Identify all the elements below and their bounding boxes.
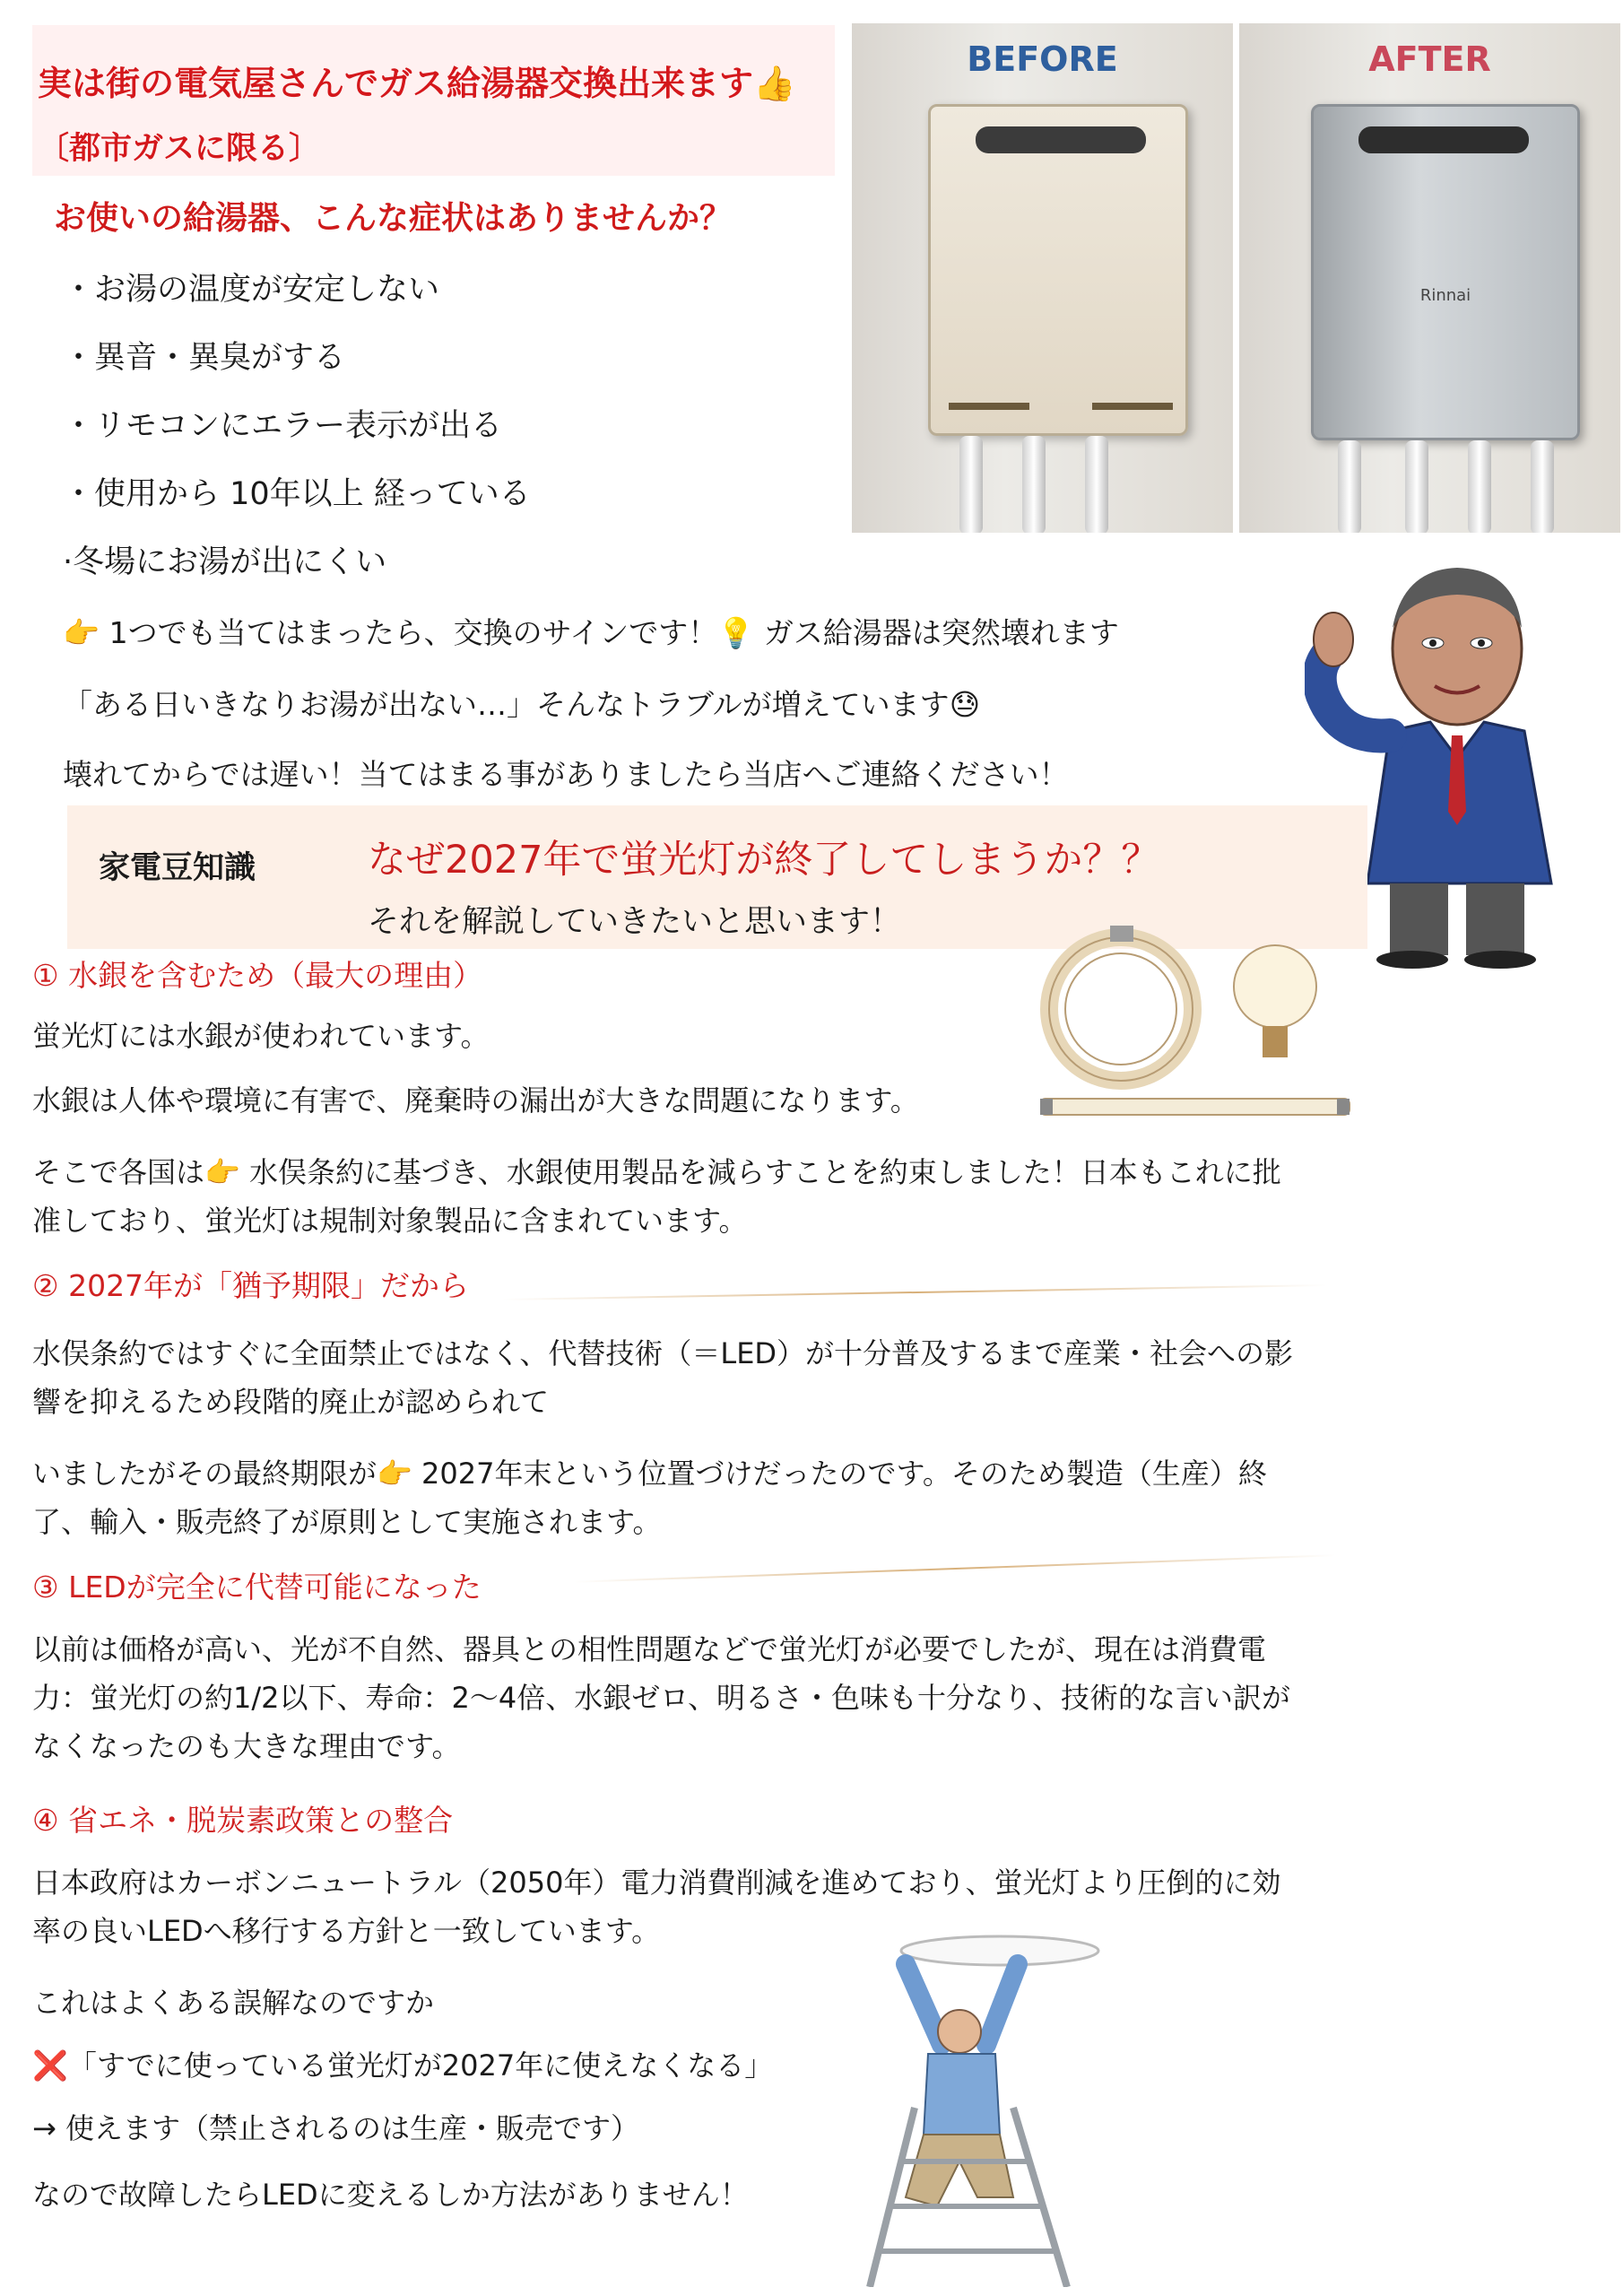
text-segment: 以前は価格が高い、光が不自然、器具との相性問題などで蛍光灯が必要でしたが、現在は消費電 [32,1632,1267,1666]
text-segment: そこで各国は [32,1155,205,1189]
text-segment: 水俣条約に基づき、水銀使用製品を減らすことを約束しました！日本もこれに批 [239,1155,1281,1189]
text-segment: 「すでに使っている蛍光灯が2027年に使えなくなる」 [67,2048,774,2083]
new-water-heater-icon [1311,104,1580,440]
symptom-item: ・使用から 10年以上 経っている [63,476,531,512]
section-4-title: ④ 省エネ・脱炭素政策との整合 [32,1803,454,1838]
section-1-title: ① 水銀を含むため（最大の理由） [32,958,483,993]
decorative-line [502,1284,1327,1300]
symptom-item: ・リモコンにエラー表示が出る [63,408,503,444]
text-segment: 響を抑えるため段階的廃止が認められて [32,1385,550,1419]
sweat-face-icon: 😓 [949,687,981,722]
trivia-question: なぜ2027年で蛍光灯が終了してしまうか？？ [368,838,1160,883]
text-segment: 日本政府はカーボンニュートラル（2050年）電力消費削減を進めており、蛍光灯より圧倒的に効 [32,1866,1281,1900]
pointing-hand-icon: 👉 [63,615,100,650]
text-segment: 力：蛍光灯の約1/2以下、寿命：2〜4倍、水銀ゼロ、明るさ・色味も十分なり、技術的な言い訳が [32,1681,1290,1715]
thumbs-up-icon: 👍 [753,64,796,103]
light-bulb-icon: 💡 [717,615,755,650]
contact-line: 壊れてからでは遅い！当てはまる事がありましたら当店へご連絡ください！ [63,757,1069,792]
after-label: AFTER [1368,39,1491,79]
text-segment: 了、輸入・販売終了が原則として実施されます。 [32,1505,662,1539]
pipe [1085,436,1108,533]
text-segment: いましたがその最終期限が [32,1457,378,1491]
text-segment: なくなったのも大きな理由です。 [32,1729,461,1763]
section-3-text [32,1625,1431,1770]
fluorescent-lamps-illustration [1040,915,1354,1135]
section-1-text [32,1148,1431,1245]
section-4-text [32,1858,1431,1955]
text-segment: 水俣条約ではすぐに全面禁止ではなく、代替技術（＝LED）が十分普及するまで産業・社会への影 [32,1336,1294,1370]
section-2-text [32,1449,1431,1546]
section-1-text: 水銀は人体や環境に有害で、廃棄時の漏出が大きな問題になります。 [32,1083,919,1118]
pointing-hand-icon: 👉 [204,1155,240,1189]
pipe [1022,436,1046,533]
trivia-label: 家電豆知識 [99,850,256,886]
symptom-item: ・異音・異臭がする [63,340,346,376]
sign-line-tail: ガス給湯器は突然壊れます [754,615,1119,650]
pipe [1468,440,1491,533]
trivia-subtitle: それを解説していきたいと思います！ [368,904,902,940]
banner-note: 〔都市ガスに限る〕 [38,131,321,167]
symptoms-title: お使いの給湯器、こんな症状はありませんか？ [54,200,733,237]
before-label: BEFORE [967,39,1118,79]
text-segment: 2027年末という位置づけだったのです。そのため製造（生産）終 [412,1457,1267,1491]
heater-vent [1358,126,1529,153]
banner-headline-text: 実は街の電気屋さんでガス給湯器交換出来ます [38,64,754,103]
section-4-text: なので故障したらLEDに変えるしか方法がありません！ [32,2178,749,2212]
pipe [1338,440,1361,533]
text-segment: 准しており、蛍光灯は規制対象製品に含まれています。 [32,1204,748,1238]
pipe [1531,440,1554,533]
section-2-title: ② 2027年が「猶予期限」だから [32,1268,470,1303]
heater-brand: Rinnai [1419,286,1471,305]
heater-slot [1092,403,1173,410]
trouble-line-text: 「ある日いきなりお湯が出ない…」そんなトラブルが増えています [63,687,950,722]
pipe [1405,440,1428,533]
section-2-text [32,1329,1431,1426]
installer-illustration [834,1928,1112,2287]
pointing-hand-icon: 👉 [377,1457,412,1491]
old-water-heater-icon [928,104,1188,436]
section-4-text: これはよくある誤解なのですか [32,1986,435,2020]
trouble-line [63,682,980,724]
after-photo [1239,23,1620,533]
heater-vent [976,126,1146,153]
sign-line-text: 1つでも当てはまったら、交換のサインです！ [100,615,718,650]
misconception-line [32,2041,773,2090]
text-segment: 率の良いLEDへ移行する方針と一致しています。 [32,1914,661,1948]
heater-slot [949,403,1029,410]
symptom-item: ・お湯の温度が安定しない [63,272,440,308]
pipe [959,436,983,533]
section-1-text: 蛍光灯には水銀が使われています。 [32,1019,490,1053]
before-photo [852,23,1233,533]
banner-headline [38,56,795,105]
sign-line [63,610,1119,652]
symptom-item: ·冬場にお湯が出にくい [63,544,387,580]
decorative-line [574,1554,1336,1583]
section-3-title: ③ LEDが完全に代替可能になった [32,1570,482,1605]
section-4-text: → 使えます（禁止されるのは生産・販売です） [32,2111,639,2145]
cross-icon: ❌ [32,2048,68,2083]
